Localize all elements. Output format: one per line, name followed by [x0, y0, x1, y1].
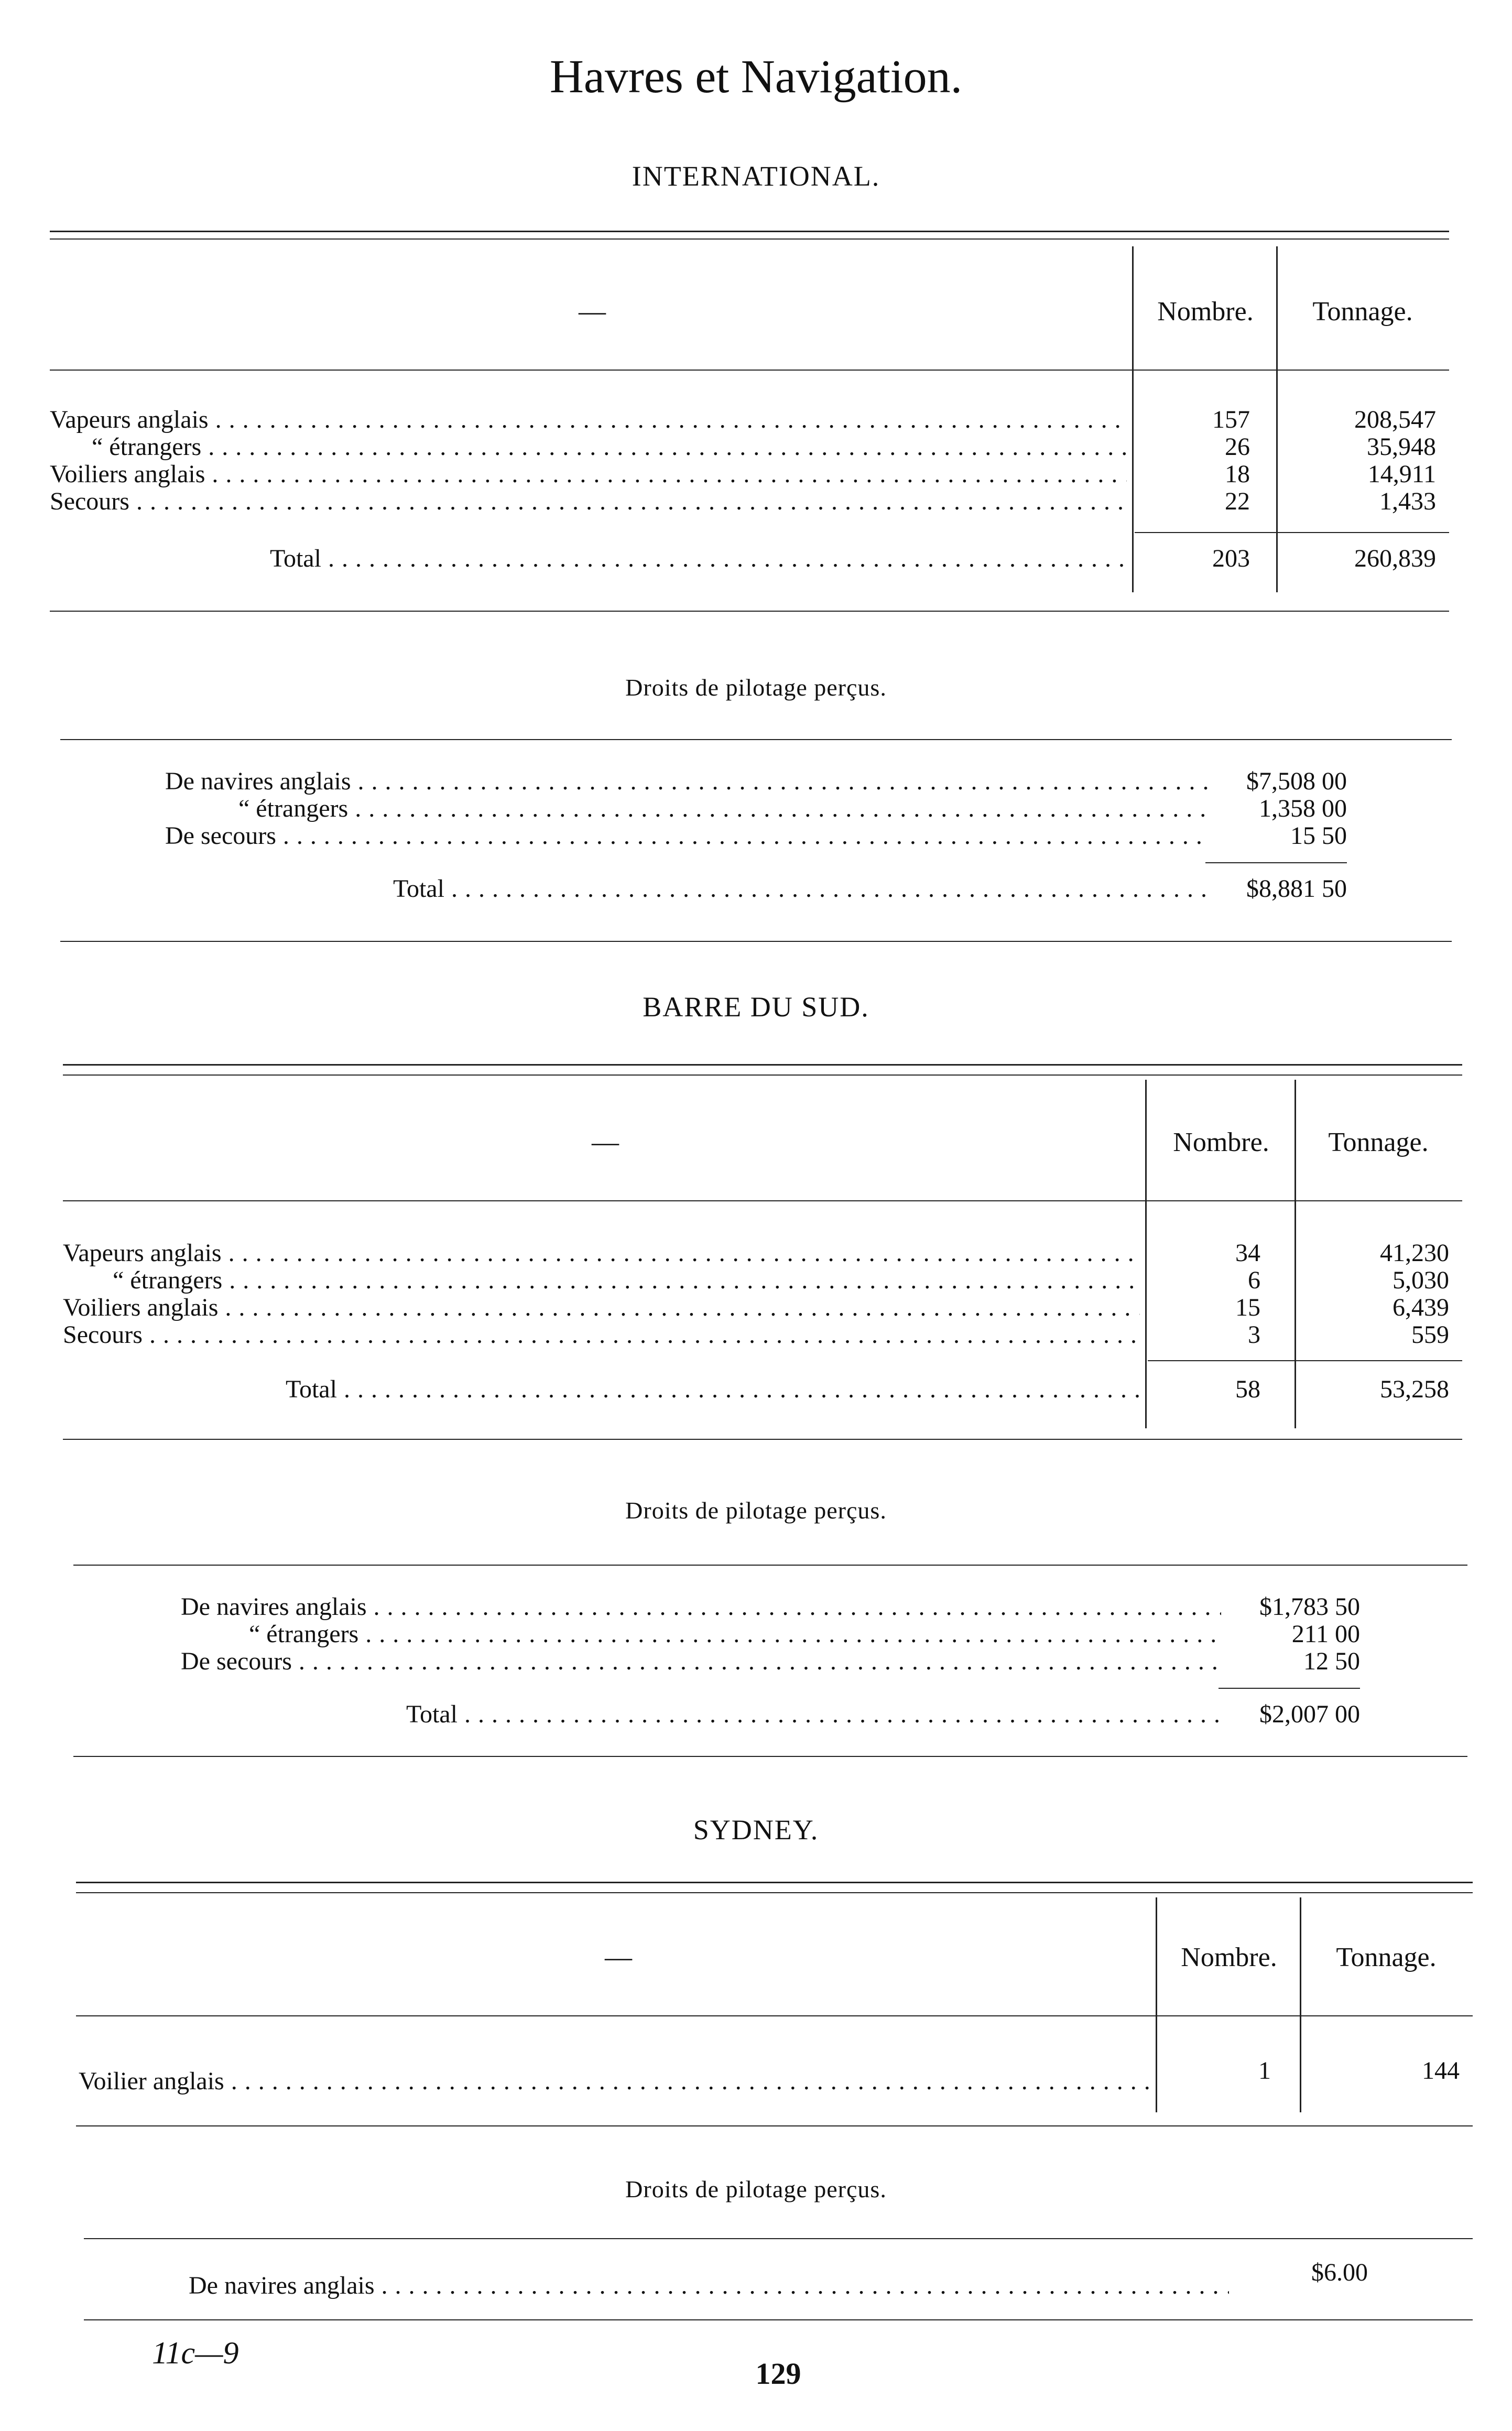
- table-cell-tonnage: 6,439: [1393, 1294, 1449, 1321]
- pilotage-subtotal-rule: [1219, 1688, 1360, 1689]
- table-cell-tonnage: 144: [1422, 2057, 1460, 2085]
- pilotage-total-amount: $2,007 00: [1259, 1700, 1360, 1728]
- table-cell-nombre: 3: [1248, 1321, 1260, 1349]
- column-divider: [1295, 1080, 1296, 1428]
- pilotage-row-label: De secours . . .: [181, 1648, 1221, 1675]
- table-bottom-rule: [63, 1439, 1462, 1440]
- stub-dash: —: [579, 297, 606, 327]
- total-row-label: Total . . .: [286, 1376, 1140, 1403]
- column-divider: [1156, 1897, 1157, 2112]
- table-top-rule: [50, 231, 1449, 232]
- pilotage-row-label: “ étrangers . . .: [249, 1621, 1221, 1648]
- pilotage-top-rule: [60, 739, 1452, 740]
- table-cell-tonnage: 41,230: [1380, 1239, 1449, 1267]
- pilotage-amount: 12 50: [1303, 1647, 1360, 1675]
- pilotage-row-label: De navires anglais . . .: [189, 2272, 1229, 2299]
- table-row-label: “ étrangers . . .: [92, 433, 1127, 461]
- folio-signature: 11c—9: [152, 2336, 239, 2370]
- table-row-label: Secours . . .: [63, 1321, 1140, 1349]
- table-cell-nombre: 26: [1225, 433, 1250, 461]
- section-heading-sydney: SYDNEY.: [693, 1814, 819, 1846]
- table-row-label: Voiliers anglais . . .: [50, 461, 1127, 488]
- table-top-rule-double: [50, 238, 1449, 240]
- column-header-tonnage: Tonnage.: [1328, 1127, 1429, 1157]
- column-header-tonnage: Tonnage.: [1336, 1942, 1437, 1972]
- pilotage-row-label: “ étrangers . . .: [238, 795, 1208, 822]
- table-bottom-rule: [50, 611, 1449, 612]
- pilotage-heading: Droits de pilotage perçus.: [625, 1497, 887, 1524]
- section-heading-barre-du-sud: BARRE DU SUD.: [643, 991, 869, 1023]
- table-row-label: “ étrangers . . .: [113, 1267, 1140, 1294]
- pilotage-row-label: De secours . . .: [165, 822, 1208, 850]
- stub-dash: —: [592, 1127, 619, 1157]
- table-cell-nombre: 34: [1235, 1239, 1260, 1267]
- pilotage-row-label: De navires anglais . . .: [165, 768, 1208, 795]
- section-heading-international: INTERNATIONAL.: [632, 160, 880, 192]
- total-cell-tonnage: 260,839: [1354, 545, 1436, 572]
- table-cell-tonnage: 1,433: [1379, 487, 1436, 515]
- pilotage-total-label: Total . . .: [406, 1701, 1221, 1728]
- total-row-label: Total . . .: [270, 545, 1127, 572]
- table-row-label: Voilier anglais . . .: [79, 2068, 1150, 2095]
- pilotage-amount: 15 50: [1290, 822, 1347, 850]
- pilotage-total-label: Total . . .: [393, 875, 1208, 903]
- pilotage-subtotal-rule: [1205, 862, 1347, 863]
- table-cell-tonnage: 35,948: [1367, 433, 1436, 461]
- table-row-label: Voiliers anglais . . .: [63, 1294, 1140, 1321]
- pilotage-top-rule: [84, 2238, 1473, 2239]
- pilotage-amount: $1,783 50: [1259, 1593, 1360, 1621]
- pilotage-bottom-rule: [60, 941, 1452, 942]
- stub-dash: —: [605, 1942, 632, 1972]
- column-header-nombre: Nombre.: [1181, 1942, 1277, 1972]
- pilotage-bottom-rule: [73, 1756, 1467, 1757]
- table-top-rule: [76, 1882, 1473, 1883]
- column-divider: [1145, 1080, 1147, 1428]
- table-cell-nombre: 18: [1225, 460, 1250, 488]
- pilotage-heading: Droits de pilotage perçus.: [625, 2176, 887, 2202]
- pilotage-total-amount: $8,881 50: [1246, 875, 1347, 903]
- table-bottom-rule: [76, 2125, 1473, 2126]
- table-row-label: Vapeurs anglais . . .: [50, 406, 1127, 433]
- total-cell-tonnage: 53,258: [1380, 1375, 1449, 1403]
- table-cell-nombre: 22: [1225, 487, 1250, 515]
- table-top-rule-double: [76, 1892, 1473, 1893]
- table-cell-tonnage: 5,030: [1393, 1266, 1449, 1294]
- column-divider: [1276, 246, 1278, 592]
- column-divider: [1300, 1897, 1301, 2112]
- column-header-nombre: Nombre.: [1173, 1127, 1269, 1157]
- table-cell-nombre: 157: [1212, 406, 1250, 433]
- table-cell-nombre: 6: [1248, 1266, 1260, 1294]
- subtotal-rule: [1135, 532, 1449, 533]
- page-number: 129: [755, 2357, 801, 2391]
- table-row-label: Secours . . .: [50, 488, 1127, 515]
- table-top-rule-double: [63, 1075, 1462, 1076]
- header-rule: [50, 370, 1449, 371]
- table-top-rule: [63, 1064, 1462, 1066]
- page-title: Havres et Navigation.: [549, 51, 963, 103]
- column-header-tonnage: Tonnage.: [1312, 297, 1413, 327]
- subtotal-rule: [1148, 1360, 1462, 1361]
- pilotage-bottom-rule: [84, 2319, 1473, 2320]
- pilotage-heading: Droits de pilotage perçus.: [625, 674, 887, 701]
- table-cell-tonnage: 559: [1411, 1321, 1449, 1349]
- header-rule: [63, 1200, 1462, 1201]
- pilotage-amount: 1,358 00: [1259, 795, 1347, 822]
- pilotage-amount: 211 00: [1291, 1620, 1360, 1648]
- table-cell-tonnage: 208,547: [1354, 406, 1436, 433]
- table-cell-tonnage: 14,911: [1367, 460, 1436, 488]
- table-row-label: Vapeurs anglais . . .: [63, 1240, 1140, 1267]
- total-cell-nombre: 203: [1212, 545, 1250, 572]
- header-rule: [76, 2015, 1473, 2016]
- pilotage-amount: $6.00: [1311, 2259, 1368, 2286]
- column-divider: [1132, 246, 1134, 592]
- table-cell-nombre: 15: [1235, 1294, 1260, 1321]
- column-header-nombre: Nombre.: [1157, 297, 1254, 327]
- pilotage-row-label: De navires anglais . . .: [181, 1593, 1221, 1621]
- total-cell-nombre: 58: [1235, 1375, 1260, 1403]
- pilotage-amount: $7,508 00: [1246, 767, 1347, 795]
- table-cell-nombre: 1: [1258, 2057, 1271, 2085]
- pilotage-top-rule: [73, 1565, 1467, 1566]
